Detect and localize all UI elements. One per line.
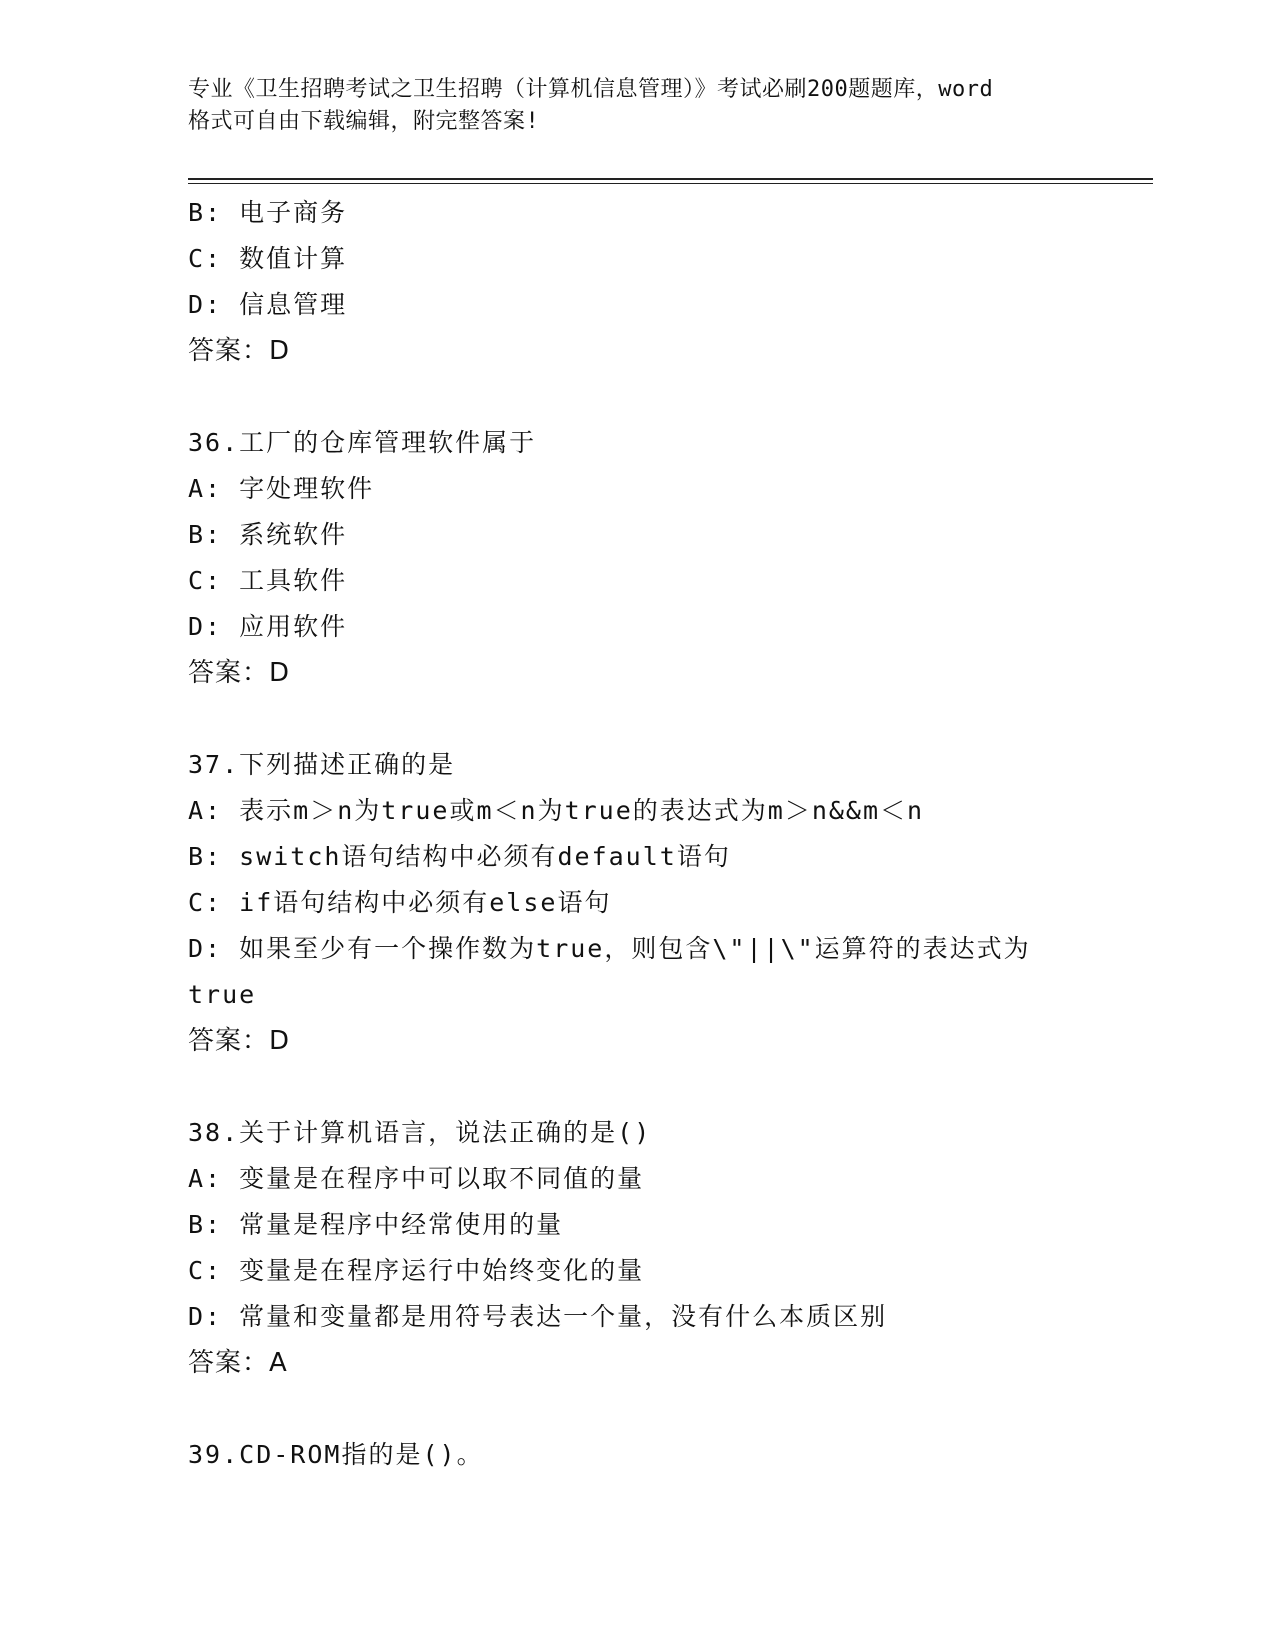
question-title: 36.工厂的仓库管理软件属于 — [188, 428, 537, 457]
question-38 — [188, 1110, 1148, 1386]
option-b: B: 常量是程序中经常使用的量 — [188, 1210, 564, 1239]
option-c: C: 工具软件 — [188, 566, 348, 595]
option-d: D: 应用软件 — [188, 612, 348, 641]
answer-label: 答案：D — [188, 1026, 291, 1056]
option-c: C: if语句结构中必须有else语句 — [188, 888, 612, 917]
option-a: A: 字处理软件 — [188, 474, 375, 503]
option-b: B: 系统软件 — [188, 520, 348, 549]
question-title: 37.下列描述正确的是 — [188, 750, 456, 779]
option-d: D: 如果至少有一个操作数为true，则包含\"||\"运算符的表达式为 — [188, 934, 1031, 963]
question-36 — [188, 420, 1148, 696]
option-b: B: 电子商务 — [188, 198, 348, 227]
document-header — [188, 74, 1098, 138]
answer-label: 答案：D — [188, 658, 291, 688]
option-c: C: 变量是在程序运行中始终变化的量 — [188, 1256, 645, 1285]
question-title: 39.CD-ROM指的是()。 — [188, 1440, 484, 1469]
option-b: B: switch语句结构中必须有default语句 — [188, 842, 731, 871]
answer-label: 答案：A — [188, 1348, 288, 1378]
option-d-continued: true — [188, 980, 257, 1009]
option-a: A: 变量是在程序中可以取不同值的量 — [188, 1164, 645, 1193]
option-c: C: 数值计算 — [188, 244, 348, 273]
header-line-1: 专业《卫生招聘考试之卫生招聘（计算机信息管理）》考试必刷200题题库，word — [188, 77, 994, 102]
option-a: A: 表示m＞n为true或m＜n为true的表达式为m＞n&&m＜n — [188, 796, 925, 825]
option-d: D: 常量和变量都是用符号表达一个量，没有什么本质区别 — [188, 1302, 888, 1331]
question-35-partial — [188, 190, 1148, 374]
header-divider-thin — [188, 183, 1153, 184]
header-divider-thick — [188, 178, 1153, 180]
question-39 — [188, 1432, 1148, 1478]
answer-label: 答案：D — [188, 336, 291, 366]
question-list — [188, 190, 1148, 1478]
option-d: D: 信息管理 — [188, 290, 348, 319]
header-line-2: 格式可自由下载编辑，附完整答案! — [188, 109, 540, 134]
question-37 — [188, 742, 1148, 1064]
question-title: 38.关于计算机语言，说法正确的是() — [188, 1118, 652, 1147]
